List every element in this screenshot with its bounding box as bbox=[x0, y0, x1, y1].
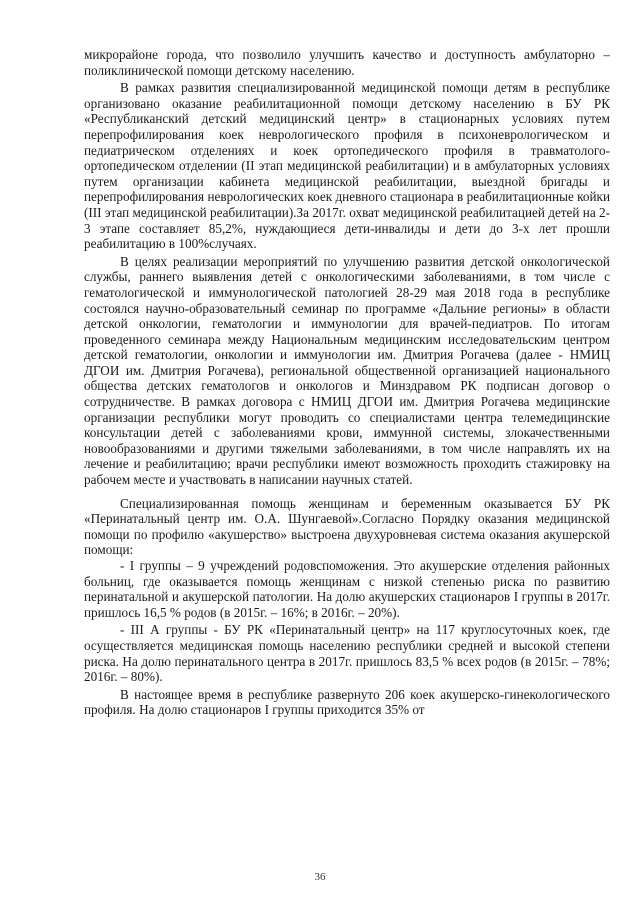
paragraph-group-three-a: - III А группы - БУ РК «Перинатальный центр» на 117 круглосуточных коек, где осуществляется медицинская помощь населению республики средней и высокой степени риска. На долю перинатального центра в 2017г. пришлось 83,5 % всех родов (в 2015г. – 78%; 2016г. – 80%). bbox=[84, 622, 610, 685]
paragraph-beds: В настоящее время в республике развернуто 206 коек акушерско-гинекологического профиля. На долю стационаров I группы приходится 35% от bbox=[84, 686, 610, 718]
paragraph-rehabilitation: В рамках развития специализированной медицинской помощи детям в республике организовано оказание реабилитационной помощи детскому населению в БУ РК «Республиканский детский медицинский центр» в стационарных условиях путем перепрофилирования коек неврологического профиля в психоневрологическом и педиатрическом отделениях и коек ортопедического профиля в травматолого-ортопедическом отделении (II этап медицинской реабилитации) и в амбулаторных условиях путем организации кабинета медицинской реабилитации, выездной бригады и перепрофилирования неврологических коек дневного стационара в реабилитационные койки (III этап медицинской реабилитации).За 2017г. охват медицинской реабилитацией детей на 2-3 этапе составляет 85,2%, нуждающиеся дети-инвалиды и дети до 3-х лет прошли реабилитацию в 100%случаях. bbox=[84, 80, 610, 252]
paragraph-continuation: микрорайоне города, что позволило улучшить качество и доступность амбулаторно – поликлинической помощи детскому населению. bbox=[84, 47, 610, 78]
page-number: 36 bbox=[314, 871, 326, 883]
paragraph-oncology: В целях реализации мероприятий по улучшению развития детской онкологической службы, раннего выявления детей с онкологическими заболеваниями, в том числе с гематологической и иммунологической патологией 28-29 мая 2018 года в республике состоялся научно-образовательный семинар по программе «Дальние регионы» в области детской онкологии, гематологии и иммунологии для врачей-педиатров. По итогам проведенного семинара между Национальным медицинским исследовательским центром детской гематологии, онкологии и иммунологии им. Дмитрия Рогачева (далее - НМИЦ ДГОИ им. Дмитрия Рогачева), региональной общественной организацией национального общества детских гематологов и онкологов и Минздравом РК подписан договор о сотрудничестве. В рамках договора с НМИЦ ДГОИ им. Дмитрия Рогачева медицинские организации республики могут проводить со специалистами центра телемедицинские консультации детей с заболеваниями крови, иммунной системы, злокачественными новообразованиями и другими тяжелыми заболеваниями, в том числе направлять их на лечение и реабилитацию; врачи республики имеют возможность проходить стажировку на рабочем месте и участвовать в написании научных статей. bbox=[84, 253, 610, 488]
paragraph-perinatal-center: Специализированная помощь женщинам и беременным оказывается БУ РК «Перинатальный центр им. О.А. Шунгаевой».Согласно Порядку оказания медицинской помощи по профилю «акушерство» выстроена двухуровневая система оказания акушерской помощи: bbox=[84, 495, 610, 558]
paragraph-group-one: - I группы – 9 учреждений родовспоможения. Это акушерские отделения районных больниц, где оказывается помощь женщинам с низкой степенью риска по развитию перинатальной и акушерской патологии. На долю акушерских стационаров I группы в 2017г. пришлось 16,5 % родов (в 2015г. – 16%; в 2016г. – 20%). bbox=[84, 558, 610, 620]
